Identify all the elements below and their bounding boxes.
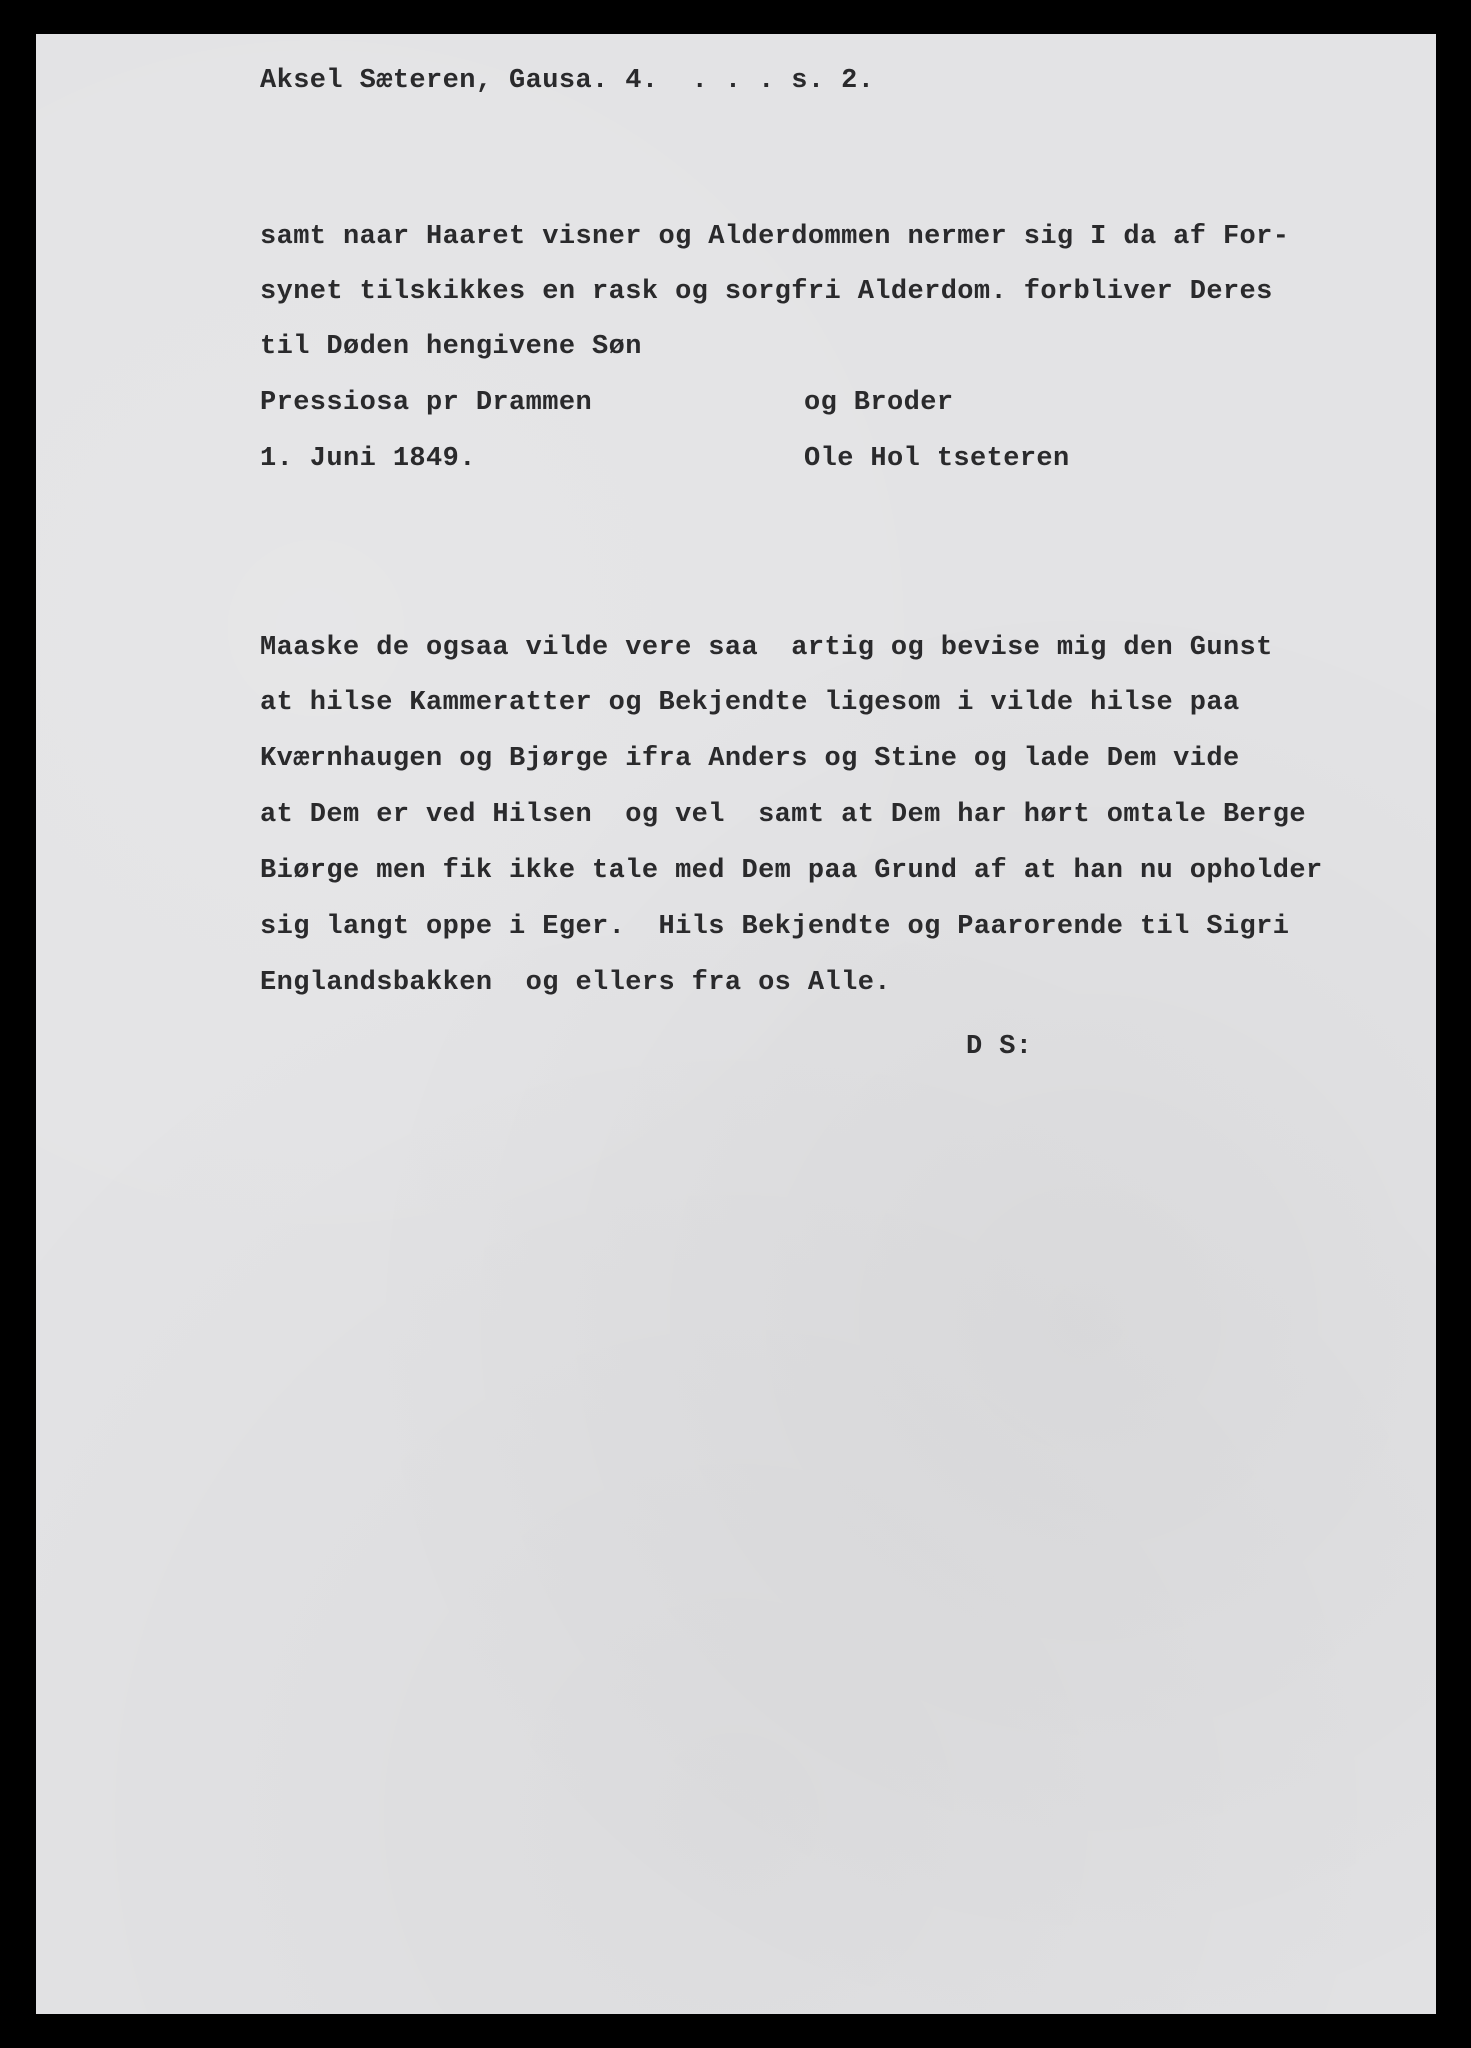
closing-place: Pressiosa pr Drammen [260, 388, 593, 418]
paragraph-2-line-5: Biørge men fik ikke tale med Dem paa Grund af at han nu opholder [260, 856, 1323, 886]
paragraph-2-line-1: Maaske de ogsaa vilde vere saa artig og bevise mig den Gunst [260, 633, 1273, 663]
page-header: Aksel Sæteren, Gausa. 4. . . . s. 2. [260, 66, 875, 96]
paragraph-1-line-2: synet tilskikkes en rask og sorgfri Alderdom. forbliver Deres [260, 277, 1273, 307]
closing-date: 1. Juni 1849. [260, 444, 476, 474]
document-page [36, 34, 1436, 2014]
postscript-initials: D S: [966, 1032, 1033, 1062]
paragraph-2-line-3: Kværnhaugen og Bjørge ifra Anders og Stine og lade Dem vide [260, 744, 1240, 774]
paragraph-2-line-2: at hilse Kammeratter og Bekjendte ligesom i vilde hilse paa [260, 688, 1240, 718]
paragraph-1-line-3: til Døden hengivene Søn [260, 332, 642, 362]
paragraph-2-line-7: Englandsbakken og ellers fra os Alle. [260, 968, 891, 998]
closing-signature: Ole Hol tseteren [804, 444, 1070, 474]
paragraph-2-line-6: sig langt oppe i Eger. Hils Bekjendte og Paarorende til Sigri [260, 912, 1290, 942]
closing-relation: og Broder [804, 388, 954, 418]
paragraph-1-line-1: samt naar Haaret visner og Alderdommen nermer sig I da af For- [260, 222, 1290, 252]
paragraph-2-line-4: at Dem er ved Hilsen og vel samt at Dem har hørt omtale Berge [260, 800, 1306, 830]
